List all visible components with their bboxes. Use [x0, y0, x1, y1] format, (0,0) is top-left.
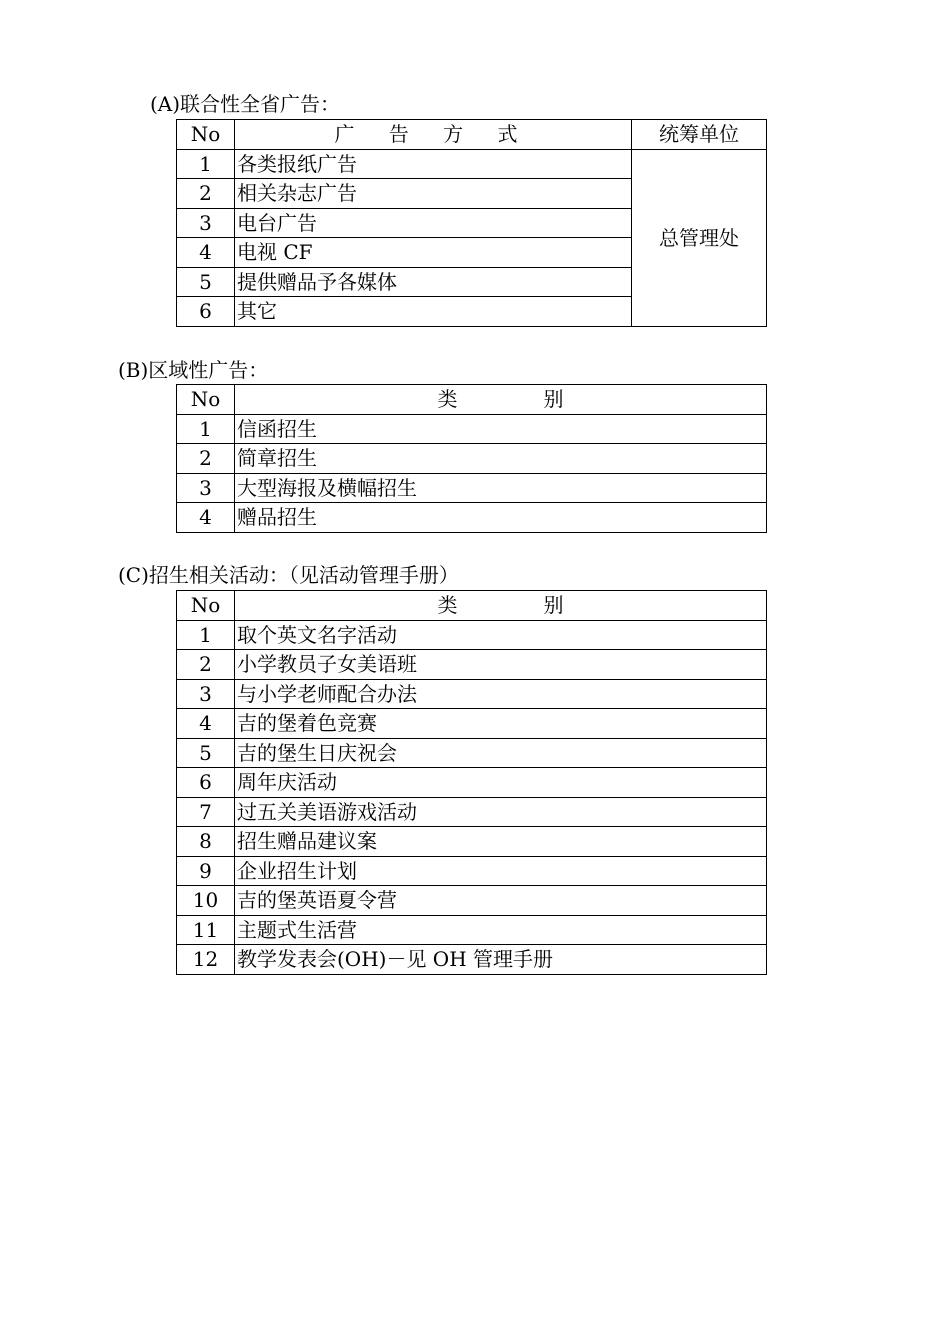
table-row [177, 679, 767, 709]
row-no: 5 [177, 738, 235, 768]
row-text: 小学教员子女美语班 [235, 650, 767, 680]
table-a-header-no: No [177, 120, 235, 150]
row-text: 教学发表会(OH)－见 OH 管理手册 [235, 945, 767, 975]
table-a-header-unit: 统筹单位 [632, 120, 767, 150]
row-text: 相关杂志广告 [235, 179, 632, 209]
row-no: 2 [177, 179, 235, 209]
table-row [177, 797, 767, 827]
row-text: 招生赠品建议案 [235, 827, 767, 857]
table-row [177, 738, 767, 768]
section-c-title: (C)招生相关活动：（见活动管理手册） [118, 563, 459, 587]
table-row [177, 768, 767, 798]
row-no: 6 [177, 768, 235, 798]
table-c-header-no: No [177, 591, 235, 621]
row-text: 大型海报及横幅招生 [235, 473, 767, 503]
row-no: 4 [177, 503, 235, 533]
row-text: 主题式生活营 [235, 915, 767, 945]
table-row [177, 827, 767, 857]
row-no: 4 [177, 709, 235, 739]
row-text: 简章招生 [235, 444, 767, 474]
table-row [177, 414, 767, 444]
row-no: 11 [177, 915, 235, 945]
table-row [177, 856, 767, 886]
section-a-title: (A)联合性全省广告： [150, 92, 341, 116]
table-row [177, 709, 767, 739]
row-no: 7 [177, 797, 235, 827]
row-no: 12 [177, 945, 235, 975]
row-no: 10 [177, 886, 235, 916]
table-a-unit-value: 总管理处 [632, 149, 767, 326]
table-b-header-cat-1: 类 [437, 387, 458, 412]
table-row [177, 620, 767, 650]
row-no: 1 [177, 149, 235, 179]
row-text: 过五关美语游戏活动 [235, 797, 767, 827]
table-c [176, 590, 767, 975]
row-text: 赠品招生 [235, 503, 767, 533]
table-c-header-category [235, 591, 767, 621]
table-row [177, 444, 767, 474]
table-b-header-cat-2: 别 [543, 387, 564, 412]
row-no: 2 [177, 650, 235, 680]
table-c-header-cat-2: 别 [543, 593, 564, 618]
table-a-header-row [177, 120, 767, 150]
row-text: 电视 CF [235, 238, 632, 268]
section-b-title: (B)区域性广告： [118, 358, 269, 382]
row-text: 吉的堡生日庆祝会 [235, 738, 767, 768]
row-text: 提供赠品予各媒体 [235, 267, 632, 297]
table-b [176, 384, 767, 533]
table-row [177, 149, 767, 179]
row-text: 其它 [235, 297, 632, 327]
row-no: 1 [177, 414, 235, 444]
row-text: 与小学老师配合办法 [235, 679, 767, 709]
row-text: 周年庆活动 [235, 768, 767, 798]
table-row [177, 915, 767, 945]
row-no: 3 [177, 679, 235, 709]
table-row [177, 945, 767, 975]
table-b-header-category [235, 385, 767, 415]
row-no: 3 [177, 208, 235, 238]
row-text: 企业招生计划 [235, 856, 767, 886]
table-row [177, 650, 767, 680]
table-c-header-row [177, 591, 767, 621]
table-b-header-no: No [177, 385, 235, 415]
row-no: 5 [177, 267, 235, 297]
row-text: 电台广告 [235, 208, 632, 238]
row-text: 吉的堡英语夏令营 [235, 886, 767, 916]
table-c-header-cat-1: 类 [437, 593, 458, 618]
row-no: 6 [177, 297, 235, 327]
row-text: 取个英文名字活动 [235, 620, 767, 650]
table-a-header-method: 广 告 方 式 [235, 120, 632, 150]
table-row [177, 886, 767, 916]
row-no: 4 [177, 238, 235, 268]
row-no: 2 [177, 444, 235, 474]
table-row [177, 503, 767, 533]
table-a [176, 119, 767, 327]
row-text: 信函招生 [235, 414, 767, 444]
row-no: 8 [177, 827, 235, 857]
row-no: 3 [177, 473, 235, 503]
row-no: 9 [177, 856, 235, 886]
table-b-header-row [177, 385, 767, 415]
table-row [177, 473, 767, 503]
row-text: 各类报纸广告 [235, 149, 632, 179]
row-text: 吉的堡着色竞赛 [235, 709, 767, 739]
row-no: 1 [177, 620, 235, 650]
